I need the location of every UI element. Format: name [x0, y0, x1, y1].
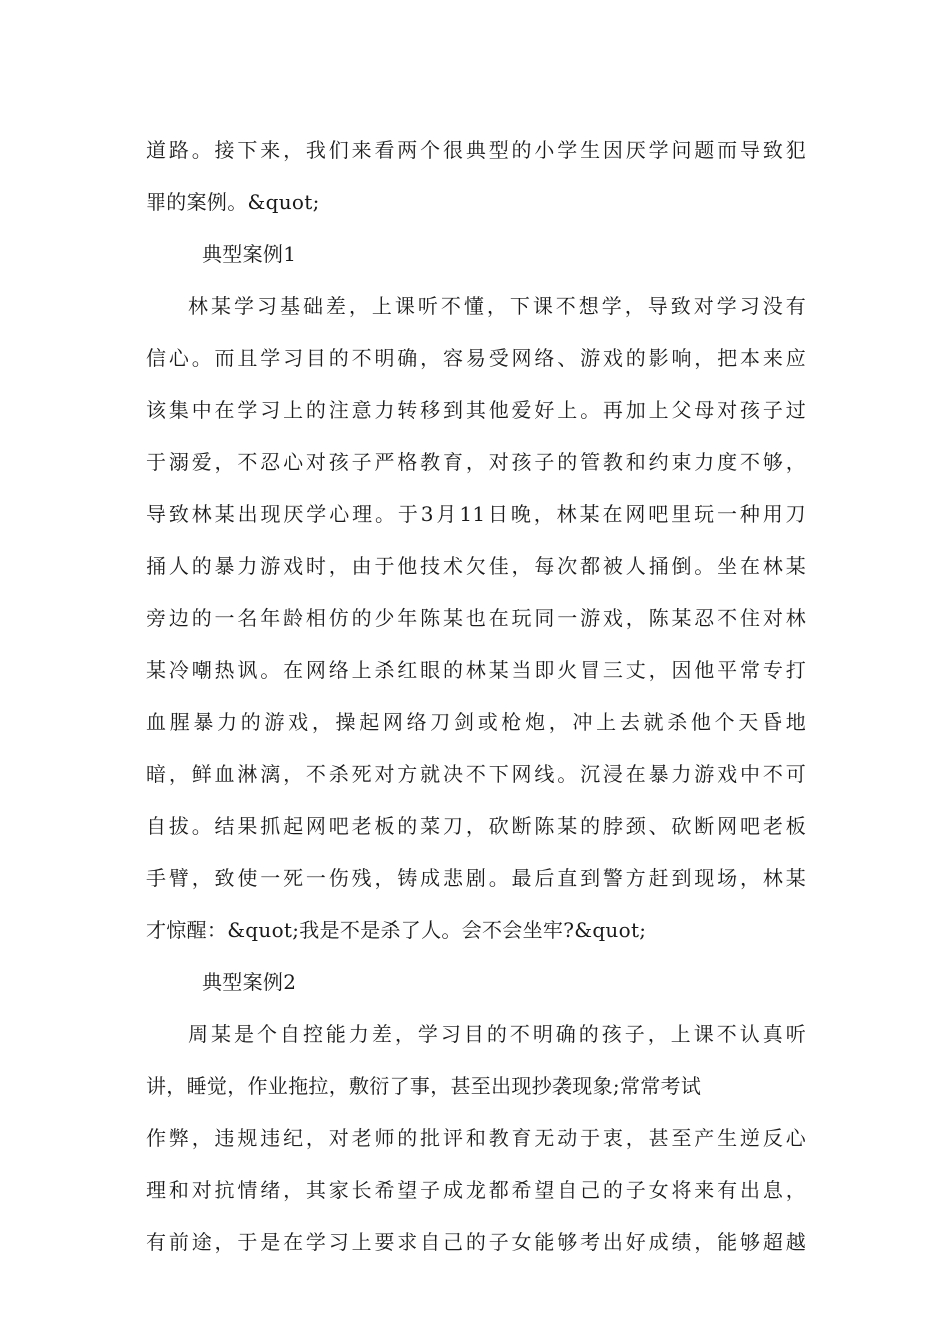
paragraph-first-line: 周某是个自控能力差，学习目的不明确的孩子，上课不认真听 — [188, 1022, 806, 1046]
section-heading: 典型案例1 — [202, 242, 297, 266]
text-line: 旁边的一名年龄相仿的少年陈某也在玩同一游戏，陈某忍不住对林 — [146, 606, 806, 630]
text-line: 捅人的暴力游戏时，由于他技术欠佳，每次都被人捅倒。坐在林某 — [146, 554, 806, 578]
text-line: 血腥暴力的游戏，操起网络刀剑或枪炮，冲上去就杀他个天昏地 — [146, 710, 806, 734]
text-line: 作弊，违规违纪，对老师的批评和教育无动于衷，甚至产生逆反心 — [146, 1126, 806, 1150]
text-line: 有前途，于是在学习上要求自己的子女能够考出好成绩，能够超越 — [146, 1230, 806, 1254]
text-line: 导致林某出现厌学心理。于3月11日晚，林某在网吧里玩一种用刀 — [146, 502, 806, 526]
text-line: 手臂，致使一死一伤残，铸成悲剧。最后直到警方赶到现场，林某 — [146, 866, 806, 890]
text-line: 信心。而且学习目的不明确，容易受网络、游戏的影响，把本来应 — [146, 346, 806, 370]
text-line: 自拔。结果抓起网吧老板的菜刀，砍断陈某的脖颈、砍断网吧老板 — [146, 814, 806, 838]
text-line: 讲，睡觉，作业拖拉，敷衍了事，甚至出现抄袭现象;常常考试 — [146, 1074, 702, 1098]
document-body — [146, 124, 806, 1268]
text-line: 某冷嘲热讽。在网络上杀红眼的林某当即火冒三丈，因他平常专打 — [146, 658, 806, 682]
text-line: 于溺爱，不忍心对孩子严格教育，对孩子的管教和约束力度不够， — [146, 450, 806, 474]
paragraph-first-line: 林某学习基础差，上课听不懂，下课不想学，导致对学习没有 — [188, 294, 806, 318]
text-line: 暗，鲜血淋漓，不杀死对方就决不下网线。沉浸在暴力游戏中不可 — [146, 762, 806, 786]
text-line: 理和对抗情绪，其家长希望子成龙都希望自己的子女将来有出息， — [146, 1178, 806, 1202]
text-line: 才惊醒：&quot;我是不是杀了人。会不会坐牢?&quot; — [146, 918, 647, 942]
text-line: 道路。接下来，我们来看两个很典型的小学生因厌学问题而导致犯 — [146, 138, 806, 162]
text-line: 该集中在学习上的注意力转移到其他爱好上。再加上父母对孩子过 — [146, 398, 806, 422]
section-heading: 典型案例2 — [202, 970, 297, 994]
text-line: 罪的案例。&quot; — [146, 190, 320, 214]
